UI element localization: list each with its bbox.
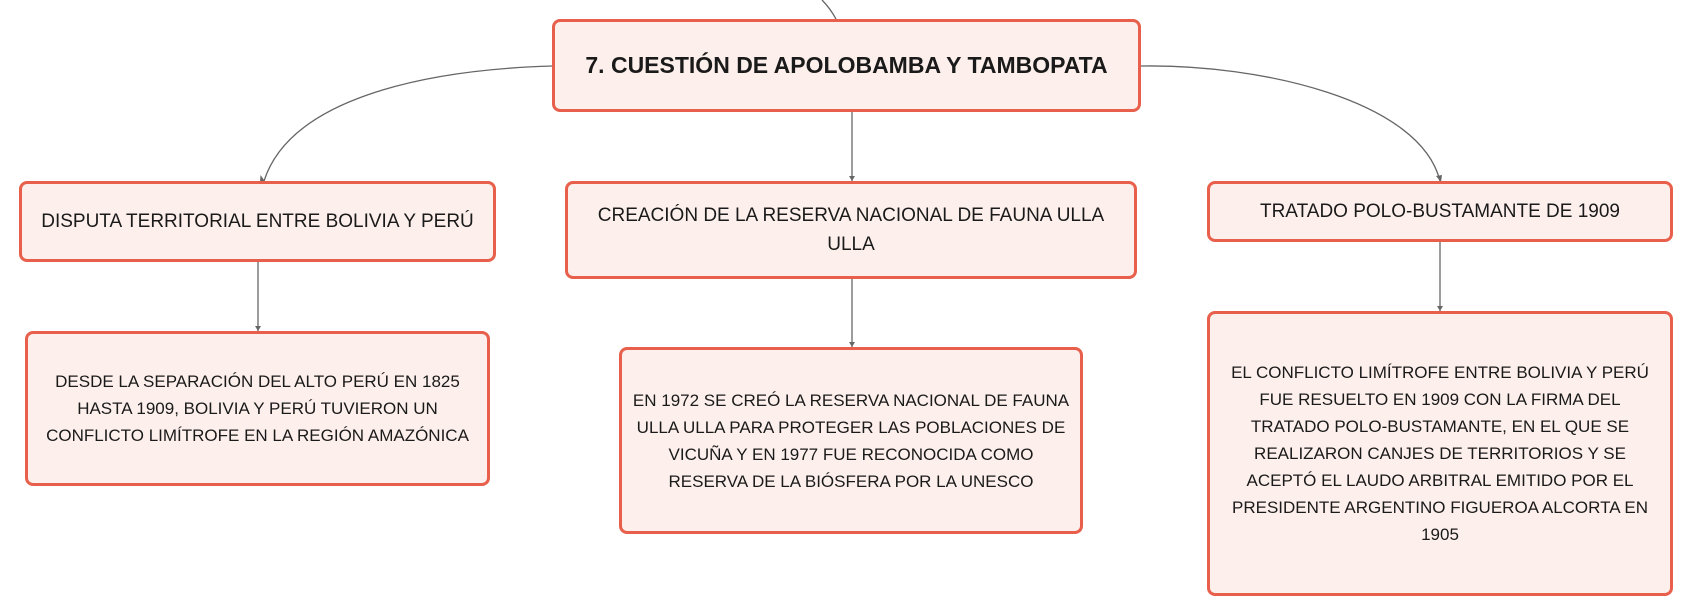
connector-root-to-left-branch bbox=[264, 66, 552, 181]
branch-node-polo-bustamante-treaty[interactable] bbox=[1207, 181, 1673, 242]
detail-node-text: EN 1972 SE CREÓ LA RESERVA NACIONAL DE FAUNA ULLA ULLA PARA PROTEGER LAS POBLACIONES DE VICUÑA Y EN 1977 FUE RECONOCIDA COMO RESERVA DE LA BIÓSFERA POR LA UNESCO bbox=[632, 390, 1070, 491]
branch-node-label: TRATADO POLO-BUSTAMANTE DE 1909 bbox=[1259, 201, 1621, 222]
root-node[interactable] bbox=[552, 19, 1141, 112]
branch-node-territorial-dispute[interactable] bbox=[19, 181, 496, 262]
branch-node-label: DISPUTA TERRITORIAL ENTRE BOLIVIA Y PERÚ bbox=[41, 211, 474, 232]
root-node-label: 7. CUESTIÓN DE APOLOBAMBA Y TAMBOPATA bbox=[585, 52, 1108, 78]
detail-node-ulla-ulla-reserve[interactable] bbox=[619, 347, 1083, 534]
detail-node-polo-bustamante-treaty[interactable] bbox=[1207, 311, 1673, 596]
branch-node-ulla-ulla-reserve[interactable] bbox=[565, 181, 1137, 279]
branch-node-label: CREACIÓN DE LA RESERVA NACIONAL DE FAUNA ULLA ULLA bbox=[597, 205, 1105, 255]
detail-node-text: DESDE LA SEPARACIÓN DEL ALTO PERÚ EN 1825 HASTA 1909, BOLIVIA Y PERÚ TUVIERON UN CONFLICTO LIMÍTROFE EN LA REGIÓN AMAZÓNICA bbox=[46, 372, 469, 445]
connector-root-incoming bbox=[822, 0, 836, 19]
detail-node-territorial-dispute[interactable] bbox=[25, 331, 490, 486]
connector-root-to-right-branch bbox=[1141, 66, 1440, 181]
detail-node-text: EL CONFLICTO LIMÍTROFE ENTRE BOLIVIA Y PERÚ FUE RESUELTO EN 1909 CON LA FIRMA DEL TRATADO POLO-BUSTAMANTE, EN EL QUE SE REALIZARON CANJES DE TERRITORIOS Y SE ACEPTÓ EL LAUDO ARBITRAL EMITIDO POR EL PRESIDENTE ARGENTINO FIGUEROA ALCORTA EN 1905 bbox=[1231, 363, 1649, 544]
